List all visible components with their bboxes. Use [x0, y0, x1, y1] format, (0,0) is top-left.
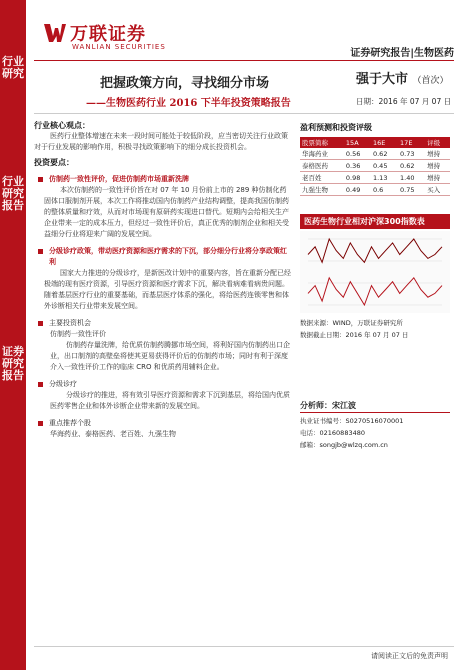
table-cell: 0.62: [398, 160, 425, 172]
table-header-cell: 16E: [371, 137, 398, 148]
table-cell: 增持: [425, 172, 450, 184]
point-1: [34, 174, 292, 185]
table-row: [300, 172, 450, 184]
sub-point-1: [50, 329, 292, 373]
point-2: [34, 246, 292, 268]
point-5: [34, 418, 292, 429]
sub-point-label: 仿制药一致性评价: [50, 330, 106, 338]
point-title: 主要投资机会: [49, 319, 91, 327]
chart-title: 医药生物行业相对沪深300指数表: [300, 214, 450, 229]
chart-section: [300, 214, 450, 313]
analyst-email[interactable]: 邮箱：songjb@wlzq.com.cn: [300, 441, 388, 449]
bullet-icon: [38, 249, 43, 254]
table-row: [300, 148, 450, 160]
chart-source: 数据来源：WIND，万联证券研究所: [300, 319, 403, 327]
table-cell: 0.56: [344, 148, 371, 160]
core-view-heading: 行业核心观点：: [34, 121, 90, 130]
sub-point-3: [50, 429, 292, 440]
forecast-section: [300, 122, 450, 196]
table-cell: 0.6: [371, 184, 398, 196]
sub-point-2: [50, 390, 292, 412]
sidebar: [0, 0, 26, 670]
series-line-1: [308, 239, 442, 262]
table-cell: 增持: [425, 160, 450, 172]
point-4: [34, 379, 292, 390]
table-cell: 0.98: [344, 172, 371, 184]
table-cell: 0.45: [371, 160, 398, 172]
table-cell: 增持: [425, 148, 450, 160]
point-title: 分级诊疗: [49, 380, 77, 388]
table-cell: 1.13: [371, 172, 398, 184]
rating: [356, 68, 449, 87]
data-cutoff: 数据截止日期：2016 年 07 月 07 日: [300, 331, 409, 339]
point-title: 重点推荐个股: [49, 419, 91, 427]
points-heading: 投资要点：: [34, 158, 74, 167]
footer-divider: [34, 646, 454, 647]
bullet-icon: [38, 382, 43, 387]
report-subtitle: ——生物医药行业 2016 下半年投资策略报告: [86, 98, 291, 109]
table-cell: 0.73: [398, 148, 425, 160]
table-cell: 买入: [425, 184, 450, 196]
table-cell: 0.49: [344, 184, 371, 196]
bullet-icon: [38, 321, 43, 326]
sidebar-label-securities-report: 证券研究报告: [2, 345, 24, 382]
sidebar-label-industry: 行业研究: [2, 55, 24, 80]
analyst-name: 分析师：宋江波: [300, 401, 356, 410]
point-body: 国家大力推进的分级诊疗，是新医改计划中的重要内容，旨在重新分配已经极端的现有医疗资源，引导医疗资源和医疗需求下沉，解决看病难看病贵问题。随着基层医疗行业的重要基础，而基层医疗体系的强化，将给医药连锁零售和体外诊断相关行业带来发展空间。: [44, 269, 291, 310]
series-line-2: [308, 278, 442, 305]
table-header-cell: 17E: [398, 137, 425, 148]
sidebar-label-industry-report: 行业研究报告: [2, 175, 24, 212]
sub-point-body: 分级诊疗的推进，将有效引导医疗资源和需求下沉到基层，将给国内优质医药零售企业和体外诊断企业带来新的发展空间。: [50, 391, 290, 410]
forecast-title: 盈利预测和投资评级: [300, 123, 372, 132]
point-3: [34, 318, 292, 329]
bullet-icon: [38, 177, 43, 182]
point-title: 分级诊疗政策，带动医疗资源和医疗需求的下沉，部分细分行业将分享政策红利: [49, 247, 287, 266]
core-view-text: 医药行业整体增速在未来一段时间可能处于较低阶段，应当密切关注行业政策对于行业发展的影响作用，积极寻找政策影响下的细分成长投资机会。: [34, 132, 288, 151]
analyst-divider: [300, 412, 450, 413]
table-cell: 九强生物: [300, 184, 344, 196]
footer-disclaimer[interactable]: 请阅读正文后的免责声明: [371, 652, 448, 660]
company-name-cn: 万联证券: [70, 24, 146, 45]
table-cell: 泰格医药: [300, 160, 344, 172]
table-header-row: [300, 137, 450, 148]
logo-icon: [44, 22, 66, 44]
bullet-icon: [38, 421, 43, 426]
table-cell: 0.62: [371, 148, 398, 160]
table-row: [300, 184, 450, 196]
table-cell: 0.36: [344, 160, 371, 172]
sub-point-body: 仿制药存量洗牌，给优质仿制药腾挪市场空间，将利好国内仿制药出口企业，出口制剂的高壁垒将使其更易获得评价后的仿制药市场；同时有利于深度介入一致性评价工作的临床 CRO 和优质药用辅料企业。: [50, 341, 290, 371]
line-chart: [300, 231, 450, 313]
header-divider: [34, 60, 454, 61]
rating-value: 强于大市: [356, 72, 409, 87]
table-header-cell: 评级: [425, 137, 450, 148]
forecast-table: [300, 137, 450, 196]
table-row: [300, 160, 450, 172]
sub-point-body: 华海药业、泰格医药、老百姓、九强生物: [50, 430, 176, 438]
table-header-cell: 15A: [344, 137, 371, 148]
report-category: 证券研究报告|生物医药: [350, 48, 454, 59]
table-cell: 1.40: [398, 172, 425, 184]
analyst-phone: 电话：02160883480: [300, 429, 365, 437]
main-content: [34, 120, 292, 440]
table-header-cell: 股票简称: [300, 137, 344, 148]
table-cell: 老百姓: [300, 172, 344, 184]
table-cell: 0.75: [398, 184, 425, 196]
company-name-en: WANLIAN SECURITIES: [72, 43, 166, 51]
point-body: 本次仿制药的一致性评价旨在对 07 年 10 月份前上市的 289 种仿制化药固体口服制剂开展，本次工作将推动国内仿制药产业结构调整，提高我国仿制药的整体质量和疗效，从而对市场现有原研药实现进口替代。短期内会给相关生产企业带来一定的成本压力，但经过一致性评价后，真正优秀的制剂企业和相关受益细分行业将迎来广阔的发展空间。: [44, 186, 289, 238]
analyst-cert: 执业证书编号：S0270516070001: [300, 417, 404, 425]
table-cell: 华海药业: [300, 148, 344, 160]
report-date: 日期：2016 年 07 月 07 日: [356, 97, 452, 106]
report-title: 把握政策方向，寻找细分市场: [100, 76, 270, 91]
title-divider: [34, 113, 454, 114]
point-title: 仿制药一致性评价，促进仿制药市场重新洗牌: [49, 175, 189, 183]
rating-note: （首次）: [412, 76, 449, 86]
